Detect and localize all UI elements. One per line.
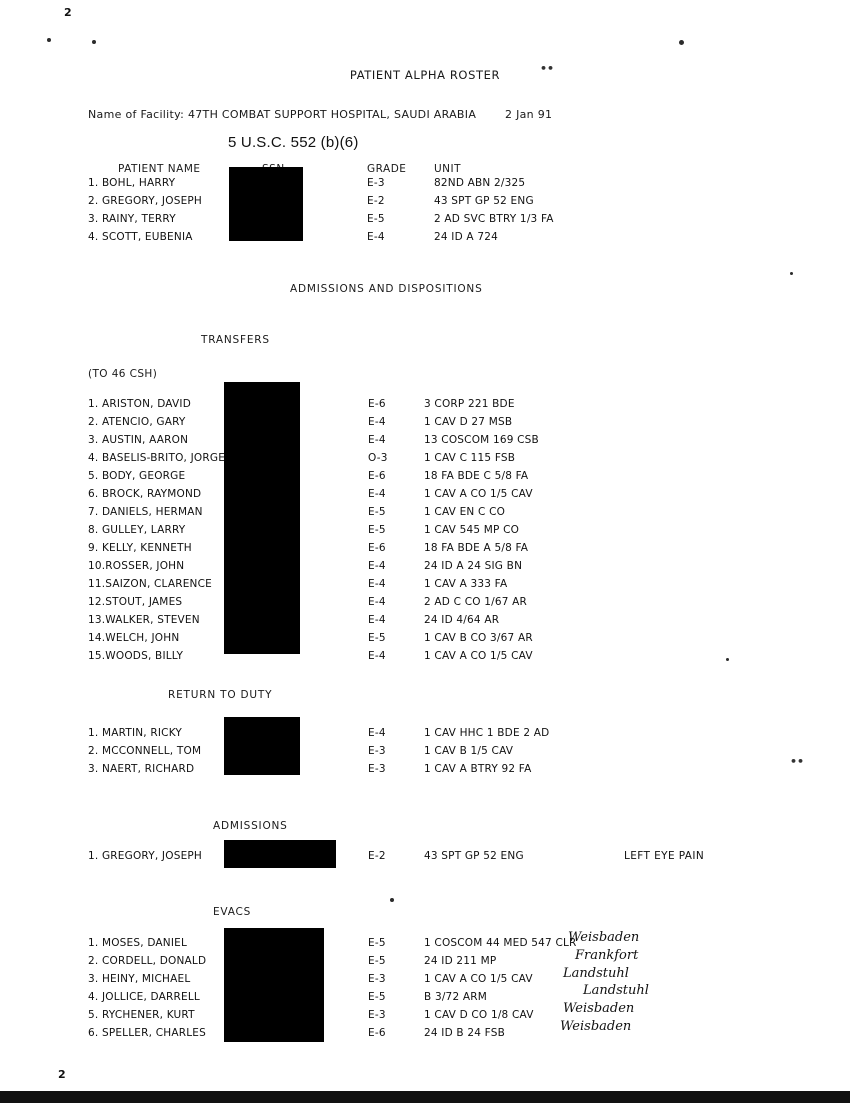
- scan-speck: [47, 38, 51, 42]
- patient-grade: E-3: [368, 745, 386, 757]
- patient-unit: B 3/72 ARM: [424, 991, 487, 1003]
- patient-name: 7. DANIELS, HERMAN: [88, 506, 203, 518]
- patient-unit: 24 ID 4/64 AR: [424, 614, 500, 626]
- patient-grade: E-4: [368, 416, 386, 428]
- patient-name: 4. JOLLICE, DARRELL: [88, 991, 200, 1003]
- patient-unit: 1 CAV EN C CO: [424, 506, 506, 518]
- table-row: [88, 952, 828, 970]
- patient-grade: E-4: [367, 231, 385, 243]
- patient-name: 3. HEINY, MICHAEL: [88, 973, 191, 985]
- patient-unit: 3 CORP 221 BDE: [424, 398, 515, 410]
- patient-name: 13.WALKER, STEVEN: [88, 614, 200, 626]
- facility-label: Name of Facility: 47TH COMBAT SUPPORT HOSPITAL, SAUDI ARABIA: [88, 108, 477, 121]
- table-row: [88, 1024, 828, 1042]
- table-row: [88, 413, 768, 431]
- table-row: [88, 539, 768, 557]
- patient-name: 1. GREGORY, JOSEPH: [88, 850, 203, 862]
- patient-unit: 24 ID 211 MP: [424, 955, 497, 967]
- page-number: 2: [58, 1068, 66, 1081]
- table-row: [88, 934, 828, 952]
- table-row: [88, 724, 768, 742]
- patient-unit: 24 ID B 24 FSB: [424, 1027, 505, 1039]
- patient-name: 6. SPELLER, CHARLES: [88, 1027, 206, 1039]
- handwritten-destination: Landstuhl: [563, 966, 629, 981]
- column-header-unit: UNIT: [434, 163, 462, 175]
- table-row: [88, 395, 768, 413]
- patient-unit: 1 CAV B 1/5 CAV: [424, 745, 514, 757]
- transfers-note: (TO 46 CSH): [88, 368, 158, 380]
- patient-name: 2. ATENCIO, GARY: [88, 416, 186, 428]
- patient-unit: 18 FA BDE C 5/8 FA: [424, 470, 529, 482]
- column-header-name: PATIENT NAME: [118, 163, 201, 175]
- handwritten-destination: Weisbaden: [563, 1001, 635, 1016]
- patient-name: 2. GREGORY, JOSEPH: [88, 195, 203, 207]
- patient-grade: E-4: [368, 488, 386, 500]
- scan-speck: [679, 40, 684, 45]
- patient-unit: 2 AD C CO 1/67 AR: [424, 596, 528, 608]
- patient-name: 2. MCCONNELL, TOM: [88, 745, 202, 757]
- patient-unit: 1 CAV B CO 3/67 AR: [424, 632, 533, 644]
- table-row: [88, 449, 768, 467]
- patient-name: 12.STOUT, JAMES: [88, 596, 183, 608]
- patient-grade: E-6: [368, 1027, 386, 1039]
- patient-name: 1. MOSES, DANIEL: [88, 937, 188, 949]
- return-to-duty-list: [88, 724, 768, 778]
- patient-name: 4. SCOTT, EUBENIA: [88, 231, 193, 243]
- evacs-list: [88, 934, 828, 1042]
- patient-grade: E-3: [368, 1009, 386, 1021]
- patient-name: 1. MARTIN, RICKY: [88, 727, 183, 739]
- patient-name: 4. BASELIS-BRITO, JORGE: [88, 452, 226, 464]
- table-row: [88, 210, 768, 228]
- scan-edge-bar: [0, 1091, 850, 1103]
- top-left-marker: 2: [64, 6, 72, 19]
- patient-unit: 1 CAV A BTRY 92 FA: [424, 763, 532, 775]
- patient-grade: E-4: [368, 596, 386, 608]
- patient-name: 6. BROCK, RAYMOND: [88, 488, 202, 500]
- patient-name: 8. GULLEY, LARRY: [88, 524, 186, 536]
- patient-grade: E-5: [368, 506, 386, 518]
- table-row: [88, 742, 768, 760]
- patient-unit: 1 CAV A 333 FA: [424, 578, 508, 590]
- section-heading-admissions-dispositions: ADMISSIONS AND DISPOSITIONS: [290, 283, 483, 295]
- table-row: [88, 521, 768, 539]
- patient-name: 3. NAERT, RICHARD: [88, 763, 195, 775]
- patient-grade: E-6: [368, 398, 386, 410]
- table-row: [88, 192, 768, 210]
- patient-grade: E-5: [368, 991, 386, 1003]
- patient-name: 14.WELCH, JOHN: [88, 632, 180, 644]
- table-row: [88, 228, 768, 246]
- patient-unit: 43 SPT GP 52 ENG: [424, 850, 524, 862]
- scan-smudge: ••: [540, 62, 555, 75]
- table-row: [88, 431, 768, 449]
- scan-speck: [790, 272, 793, 275]
- patient-grade: E-4: [368, 650, 386, 662]
- patient-grade: E-3: [367, 177, 385, 189]
- table-row: [88, 575, 768, 593]
- handwritten-destination: Weisbaden: [568, 930, 640, 945]
- patient-unit: 1 CAV A CO 1/5 CAV: [424, 488, 533, 500]
- patient-grade: E-5: [368, 632, 386, 644]
- section-heading-transfers: TRANSFERS: [201, 334, 270, 346]
- table-row: [88, 611, 768, 629]
- patient-grade: E-6: [368, 542, 386, 554]
- patient-grade: E-6: [368, 470, 386, 482]
- transfers-list: [88, 395, 768, 665]
- redaction-stamp: 5 U.S.C. 552 (b)(6): [228, 134, 359, 151]
- patient-grade: E-5: [368, 524, 386, 536]
- patient-name: 15.WOODS, BILLY: [88, 650, 184, 662]
- patient-grade: E-3: [368, 763, 386, 775]
- patient-unit: 18 FA BDE A 5/8 FA: [424, 542, 529, 554]
- patient-name: 11.SAIZON, CLARENCE: [88, 578, 212, 590]
- patient-name: 9. KELLY, KENNETH: [88, 542, 192, 554]
- column-header-grade: GRADE: [367, 163, 407, 175]
- section-heading-admissions: ADMISSIONS: [213, 820, 288, 832]
- handwritten-destination: Frankfort: [575, 948, 639, 963]
- table-row: [88, 485, 768, 503]
- patient-grade: E-5: [367, 213, 385, 225]
- patient-complaint: LEFT EYE PAIN: [624, 850, 705, 862]
- handwritten-destination: Weisbaden: [560, 1019, 632, 1034]
- report-date: 2 Jan 91: [505, 108, 553, 121]
- patient-grade: E-4: [368, 727, 386, 739]
- patient-unit: 1 CAV 545 MP CO: [424, 524, 520, 536]
- patient-name: 3. AUSTIN, AARON: [88, 434, 189, 446]
- patient-grade: E-3: [368, 973, 386, 985]
- patient-name: 5. RYCHENER, KURT: [88, 1009, 195, 1021]
- section-heading-evacs: EVACS: [213, 906, 252, 918]
- patient-unit: 1 CAV A CO 1/5 CAV: [424, 650, 533, 662]
- table-row: [88, 557, 768, 575]
- table-row: [88, 647, 768, 665]
- table-row: [88, 503, 768, 521]
- patient-unit: 1 COSCOM 44 MED 547 CLR: [424, 937, 577, 949]
- patient-name: 3. RAINY, TERRY: [88, 213, 176, 225]
- section-heading-return-to-duty: RETURN TO DUTY: [168, 689, 273, 701]
- table-row: [88, 174, 768, 192]
- patient-grade: E-2: [367, 195, 385, 207]
- patient-name: 5. BODY, GEORGE: [88, 470, 186, 482]
- patient-name: 10.ROSSER, JOHN: [88, 560, 185, 572]
- handwritten-destination: Landstuhl: [583, 983, 649, 998]
- patient-grade: E-4: [368, 560, 386, 572]
- table-row: [88, 847, 828, 865]
- patient-unit: 1 CAV D CO 1/8 CAV: [424, 1009, 534, 1021]
- patient-grade: E-4: [368, 614, 386, 626]
- table-row: [88, 760, 768, 778]
- table-row: [88, 1006, 828, 1024]
- patient-unit: 1 CAV HHC 1 BDE 2 AD: [424, 727, 550, 739]
- patient-unit: 1 CAV A CO 1/5 CAV: [424, 973, 533, 985]
- table-row: [88, 988, 828, 1006]
- admissions-list: [88, 847, 828, 865]
- table-row: [88, 467, 768, 485]
- patient-unit: 1 CAV D 27 MSB: [424, 416, 513, 428]
- table-row: [88, 970, 828, 988]
- page-title: PATIENT ALPHA ROSTER: [349, 68, 501, 82]
- patient-unit: 2 AD SVC BTRY 1/3 FA: [434, 213, 554, 225]
- patient-grade: E-4: [368, 434, 386, 446]
- patient-grade: O-3: [368, 452, 388, 464]
- patient-unit: 13 COSCOM 169 CSB: [424, 434, 539, 446]
- patient-name: 1. ARISTON, DAVID: [88, 398, 191, 410]
- patient-unit: 24 ID A 724: [434, 231, 498, 243]
- table-row: [88, 629, 768, 647]
- scan-speck: [390, 898, 394, 902]
- patient-roster-list: [88, 174, 768, 246]
- patient-grade: E-5: [368, 937, 386, 949]
- scan-speck: [92, 40, 96, 44]
- table-row: [88, 593, 768, 611]
- patient-unit: 43 SPT GP 52 ENG: [434, 195, 534, 207]
- patient-grade: E-4: [368, 578, 386, 590]
- patient-unit: 24 ID A 24 SIG BN: [424, 560, 523, 572]
- scan-smudge: ••: [790, 755, 805, 768]
- patient-unit: 82ND ABN 2/325: [434, 177, 526, 189]
- patient-name: 1. BOHL, HARRY: [88, 177, 176, 189]
- patient-unit: 1 CAV C 115 FSB: [424, 452, 516, 464]
- patient-name: 2. CORDELL, DONALD: [88, 955, 207, 967]
- patient-grade: E-5: [368, 955, 386, 967]
- patient-grade: E-2: [368, 850, 386, 862]
